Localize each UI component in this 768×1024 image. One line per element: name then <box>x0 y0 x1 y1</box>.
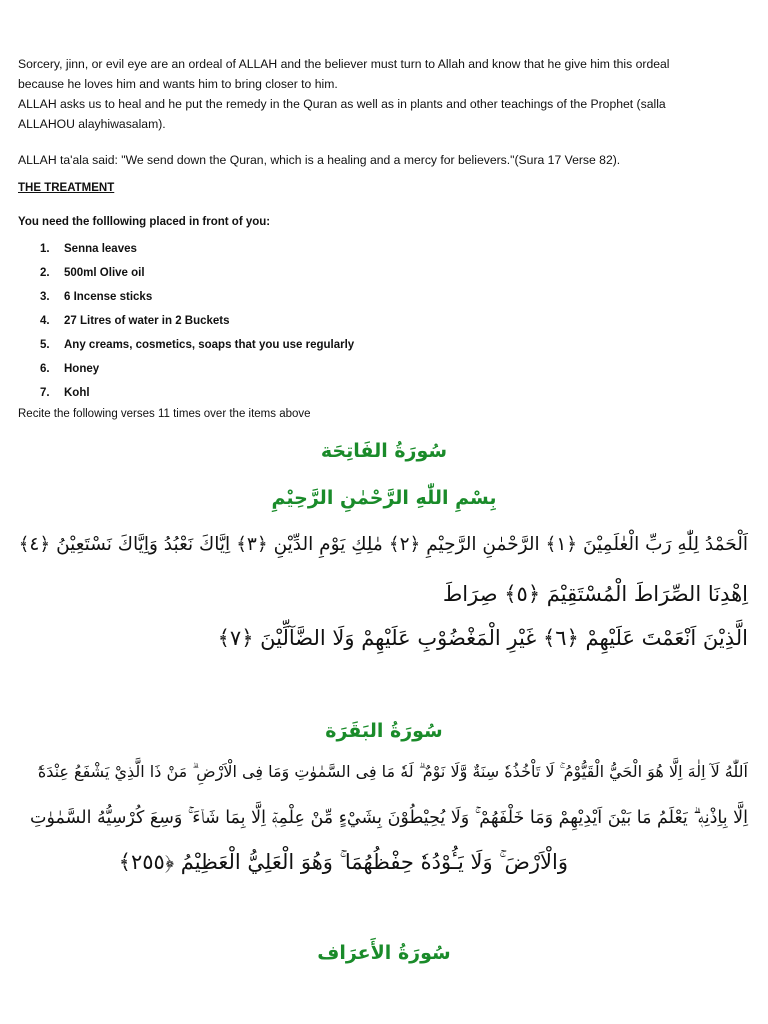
list-item-text: 27 Litres of water in 2 Buckets <box>64 315 230 327</box>
list-item-text: Any creams, cosmetics, soaps that you use regularly <box>64 339 355 351</box>
intro-section <box>18 54 738 170</box>
list-item <box>40 312 354 336</box>
intro-p1-line1: Sorcery, jinn, or evil eye are an ordeal of ALLAH and the believer must turn to Allah and know that he give him this ordeal <box>18 57 670 71</box>
list-item-number: 7. <box>40 387 50 399</box>
list-item-number: 5. <box>40 339 50 351</box>
ayat-kursi-line-3: وَالْاَرْضَ ۚ وَلَا يَـُٔوْدُهٗ حِفْظُهُمَا ۚ وَهُوَ الْعَلِيُّ الْعَظِيْمُ ﴿٢٥٥﴾ <box>118 850 568 874</box>
intro-p1-line2: because he loves him and wants him to bring closer to him. <box>18 77 338 91</box>
list-item <box>40 384 354 408</box>
intro-p2-line2: ALLAHOU alayhiwasalam). <box>18 117 166 131</box>
list-item <box>40 336 354 360</box>
list-item-number: 4. <box>40 315 50 327</box>
list-item-text: 6 Incense sticks <box>64 291 153 303</box>
araf-title: سُورَةُ الأَعرَاف <box>317 942 451 964</box>
list-item-number: 6. <box>40 363 50 375</box>
list-item-text: Kohl <box>64 387 90 399</box>
requirements-list <box>40 240 354 408</box>
list-item <box>40 240 354 264</box>
fatiha-title: سُورَةُ الفَاتِحَة <box>320 440 448 462</box>
ayat-kursi-line-1: اَللّٰهُ لَآ اِلٰهَ اِلَّا هُوَ الْحَيُّ الْقَيُّوْمُ ۚ لَا تَاْخُذُهٗ سِنَةٌ وَّلَا نَوْمٌ ۗ لَهٗ مَا فِى السَّمٰوٰتِ وَمَا فِى الْاَرْضِ ۗ مَنْ ذَا الَّذِيْ يَشْفَعُ عِنْدَهٗٓ <box>37 762 748 781</box>
intro-p2-line1: ALLAH asks us to heal and he put the remedy in the Quran as well as in plants and other teachings of the Prophet (salla <box>18 97 666 111</box>
list-item <box>40 360 354 384</box>
treatment-heading: THE TREATMENT <box>18 182 115 194</box>
list-item <box>40 264 354 288</box>
intro-paragraph-1 <box>18 54 738 134</box>
list-item <box>40 288 354 312</box>
fatiha-verse-line-3: الَّذِيْنَ اَنْعَمْتَ عَلَيْهِمْ ﴿٦﴾ غَيْرِ الْمَغْضُوْبِ عَلَيْهِمْ وَلَا الضَّآلِّيْنَ ﴿٧﴾ <box>217 626 748 650</box>
baqara-title: سُورَةُ البَقَرَة <box>325 720 443 742</box>
ayat-kursi-line-2: اِلَّا بِاِذْنِهٖ ۗ يَعْلَمُ مَا بَيْنَ اَيْدِيْهِمْ وَمَا خَلْفَهُمْ ۚ وَلَا يُحِيْطُوْنَ بِشَيْءٍ مِّنْ عِلْمِهٖٓ اِلَّا بِمَا شَاۤءَ ۚ وَسِعَ كُرْسِيُّهُ السَّمٰوٰتِ <box>30 808 748 828</box>
intro-paragraph-quote: ALLAH ta'ala said: "We send down the Quran, which is a healing and a mercy for believers."(Sura 17 Verse 82). <box>18 153 621 167</box>
list-item-number: 3. <box>40 291 50 303</box>
list-item-text: 500ml Olive oil <box>64 267 145 279</box>
list-item-number: 2. <box>40 267 50 279</box>
list-item-number: 1. <box>40 243 50 255</box>
list-item-text: Senna leaves <box>64 243 137 255</box>
recite-instruction: Recite the following verses 11 times over the items above <box>18 408 311 420</box>
basmala: بِسْمِ اللّٰهِ الرَّحْمٰنِ الرَّحِيْمِ <box>271 487 497 509</box>
fatiha-verse-line-2: اِهْدِنَا الصِّرَاطَ الْمُسْتَقِيْمَ ﴿٥﴾ صِرَاطَ <box>442 582 748 606</box>
list-item-text: Honey <box>64 363 100 375</box>
requirements-heading: You need the folllowing placed in front of you: <box>18 216 271 228</box>
fatiha-verse-line-1: اَلْحَمْدُ لِلّٰهِ رَبِّ الْعٰلَمِيْنَ ﴿١﴾ الرَّحْمٰنِ الرَّحِيْمِ ﴿٢﴾ مٰلِكِ يَوْمِ الدِّيْنِ ﴿٣﴾ اِيَّاكَ نَعْبُدُ وَاِيَّاكَ نَسْتَعِيْنُ ﴿٤﴾ <box>18 534 748 555</box>
